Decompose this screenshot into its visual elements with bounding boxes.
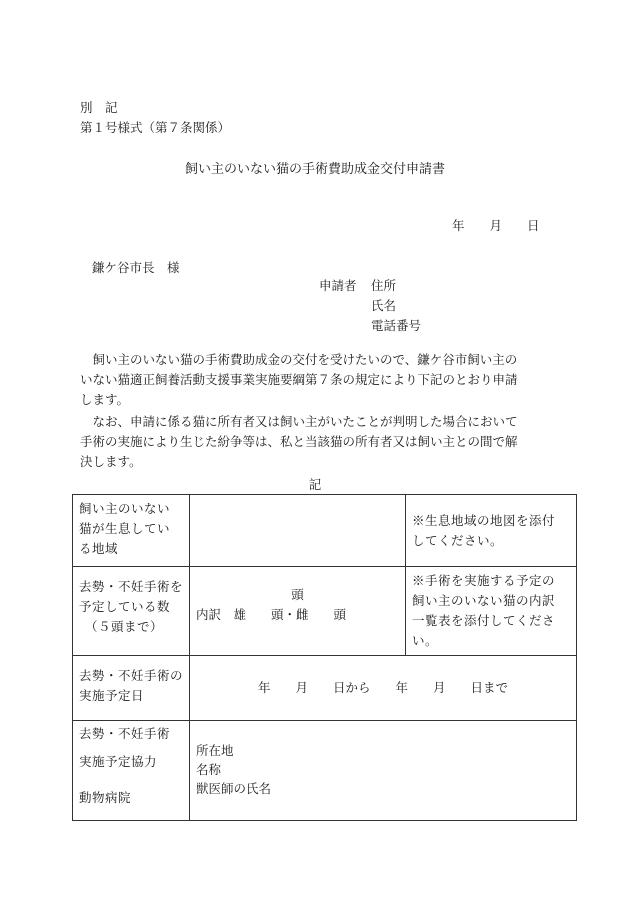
- note-line: ※生息地域の地図を添付: [412, 513, 556, 528]
- label-line: （５頭まで）: [85, 619, 164, 634]
- habitat-note: [406, 495, 577, 567]
- label-line: 実施予定協力: [79, 754, 158, 769]
- vet-name-label: 獣医師の氏名: [196, 781, 272, 796]
- note-line: ※手術を実施する予定の: [412, 573, 556, 588]
- vet-clinic-label: [73, 721, 190, 821]
- paragraph-dispute: [80, 412, 556, 472]
- ki-heading: 記: [308, 477, 322, 492]
- clinic-name-label: 名称: [196, 762, 222, 777]
- label-line: 飼い主のいない: [79, 501, 171, 516]
- text-line: します。: [80, 392, 130, 407]
- date-range: 年 月 日から 年 月 日まで: [257, 680, 508, 695]
- text-line: なお、申請に係る猫に所有者又は飼い主がいたことが判明した場合において: [80, 414, 518, 429]
- surgery-count-label: [73, 567, 190, 656]
- applicant-address-label: 住所: [371, 278, 397, 293]
- text-line: 決します。: [80, 454, 142, 469]
- scheduled-date-label: [73, 656, 190, 721]
- sex-breakdown: 内訳 雄 頭・雌 頭: [196, 607, 347, 622]
- text-line: 手術の実施により生じた紛争等は、私と当該猫の所有者又は飼い主との間で解: [80, 434, 518, 449]
- scheduled-date-cell[interactable]: [190, 656, 577, 721]
- application-table: [72, 494, 577, 821]
- applicant-name-label: 氏名: [371, 298, 397, 313]
- date-line: 年 月 日: [452, 218, 540, 233]
- note-line: 一覧表を添付してくださ: [412, 613, 556, 628]
- habitat-input-cell[interactable]: [190, 495, 406, 567]
- label-line: 動物病院: [79, 790, 132, 805]
- label-line: 去勢・不妊手術の: [79, 668, 184, 683]
- label-line: 予定している数: [79, 599, 171, 614]
- note-line: い。: [412, 633, 439, 648]
- row-surgery-count: [73, 567, 577, 656]
- note-line: 飼い主のいない猫の内訳: [412, 593, 556, 608]
- row-vet-clinic: [73, 721, 577, 821]
- row-scheduled-date: [73, 656, 577, 721]
- text-line: 飼い主のいない猫の手術費助成金の交付を受けたいので、鎌ケ谷市飼い主の: [80, 352, 518, 367]
- habitat-label: [73, 495, 190, 567]
- total-head-unit: 頭: [291, 587, 304, 602]
- label-line: 去勢・不妊手術を: [79, 579, 184, 594]
- surgery-count-cell[interactable]: [190, 567, 406, 656]
- label-line: る地域: [79, 541, 119, 556]
- vet-clinic-cell[interactable]: [190, 721, 577, 821]
- clinic-address-label: 所在地: [196, 743, 234, 758]
- addressee: 鎌ケ谷市長 様: [92, 260, 180, 275]
- label-line: 猫が生息してい: [79, 521, 171, 536]
- applicant-label: 申請者: [319, 278, 357, 293]
- form-number: 第１号様式（第７条関係）: [80, 120, 231, 135]
- surgery-count-note: [406, 567, 577, 656]
- label-line: 実施予定日: [79, 688, 145, 703]
- row-habitat: [73, 495, 577, 567]
- text-line: いない猫適正飼養活動支援事業実施要綱第７条の規定により下記のとおり申請: [80, 372, 518, 387]
- paragraph-request: [80, 350, 556, 410]
- note-line: してください。: [412, 533, 504, 548]
- document-title: 飼い主のいない猫の手術費助成金交付申請書: [184, 162, 445, 177]
- label-line: 去勢・不妊手術: [79, 726, 171, 741]
- appendix-label: 別 記: [80, 100, 118, 115]
- applicant-phone-label: 電話番号: [371, 318, 422, 333]
